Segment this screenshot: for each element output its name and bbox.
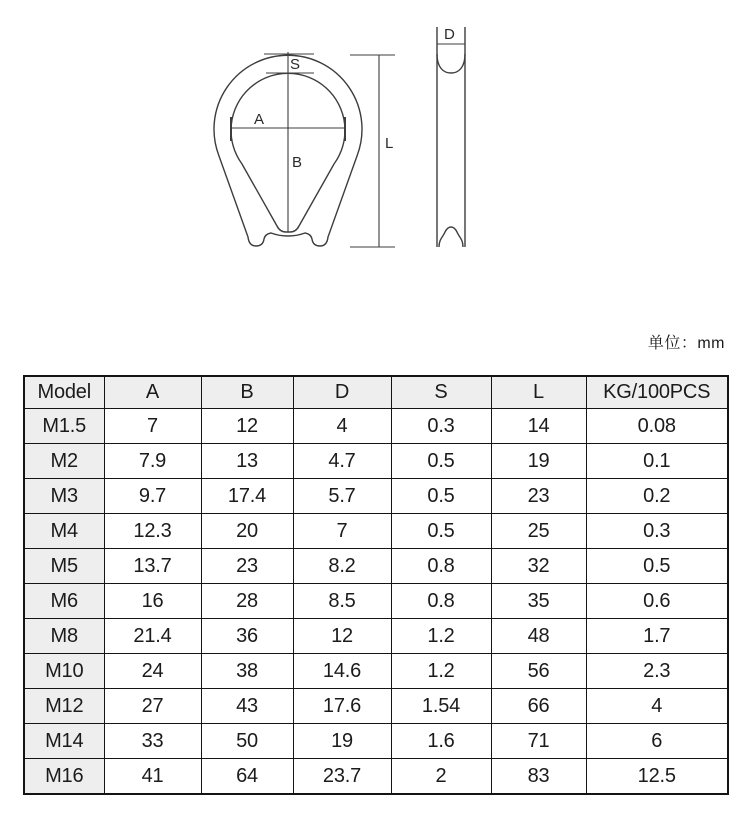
data-cell: 0.5: [391, 444, 491, 479]
data-cell: 66: [491, 689, 586, 724]
data-cell: 17.6: [293, 689, 391, 724]
table-row: [24, 724, 728, 759]
data-cell: 20: [201, 514, 293, 549]
data-cell: 9.7: [104, 479, 201, 514]
col-header-A: A: [104, 376, 201, 409]
row-model-cell: M1.5: [24, 409, 104, 444]
data-cell: 0.6: [586, 584, 728, 619]
data-cell: 1.54: [391, 689, 491, 724]
data-cell: 23: [201, 549, 293, 584]
data-cell: 17.4: [201, 479, 293, 514]
dim-label-B: B: [292, 154, 303, 171]
row-model-cell: M4: [24, 514, 104, 549]
row-model-cell: M12: [24, 689, 104, 724]
data-cell: 4: [293, 409, 391, 444]
data-cell: 28: [201, 584, 293, 619]
spec-table-body: [24, 409, 728, 795]
row-model-cell: M14: [24, 724, 104, 759]
dim-label-S: S: [290, 56, 301, 73]
data-cell: 83: [491, 759, 586, 795]
table-row: [24, 619, 728, 654]
table-row: [24, 409, 728, 444]
data-cell: 21.4: [104, 619, 201, 654]
data-cell: 0.5: [391, 479, 491, 514]
thimble-side-view: [437, 26, 465, 247]
data-cell: 14.6: [293, 654, 391, 689]
col-header-model: Model: [24, 376, 104, 409]
data-cell: 7.9: [104, 444, 201, 479]
table-row: [24, 654, 728, 689]
data-cell: 8.5: [293, 584, 391, 619]
col-header-B: B: [201, 376, 293, 409]
table-row: [24, 514, 728, 549]
data-cell: 2: [391, 759, 491, 795]
data-cell: 4.7: [293, 444, 391, 479]
data-cell: 0.1: [586, 444, 728, 479]
table-row: [24, 584, 728, 619]
data-cell: 6: [586, 724, 728, 759]
data-cell: 12: [201, 409, 293, 444]
data-cell: 71: [491, 724, 586, 759]
row-model-cell: M16: [24, 759, 104, 795]
data-cell: 64: [201, 759, 293, 795]
data-cell: 33: [104, 724, 201, 759]
row-model-cell: M8: [24, 619, 104, 654]
data-cell: 0.8: [391, 584, 491, 619]
col-header-D: D: [293, 376, 391, 409]
data-cell: 0.2: [586, 479, 728, 514]
data-cell: 1.7: [586, 619, 728, 654]
data-cell: 24: [104, 654, 201, 689]
data-cell: 8.2: [293, 549, 391, 584]
data-cell: 0.3: [586, 514, 728, 549]
row-model-cell: M5: [24, 549, 104, 584]
row-model-cell: M10: [24, 654, 104, 689]
data-cell: 56: [491, 654, 586, 689]
data-cell: 12.5: [586, 759, 728, 795]
data-cell: 4: [586, 689, 728, 724]
data-cell: 25: [491, 514, 586, 549]
col-header-kg: KG/100PCS: [586, 376, 728, 409]
table-row: [24, 444, 728, 479]
data-cell: 13.7: [104, 549, 201, 584]
table-row: [24, 549, 728, 584]
data-cell: 0.3: [391, 409, 491, 444]
data-cell: 0.5: [586, 549, 728, 584]
data-cell: 0.08: [586, 409, 728, 444]
data-cell: 36: [201, 619, 293, 654]
dim-label-L: L: [385, 135, 394, 152]
dim-label-A: A: [254, 111, 265, 128]
data-cell: 12.3: [104, 514, 201, 549]
row-model-cell: M6: [24, 584, 104, 619]
data-cell: 23: [491, 479, 586, 514]
side-top-groove-arc: [437, 54, 465, 73]
data-cell: 50: [201, 724, 293, 759]
dim-label-D: D: [444, 26, 455, 43]
data-cell: 27: [104, 689, 201, 724]
data-cell: 14: [491, 409, 586, 444]
data-cell: 7: [293, 514, 391, 549]
data-cell: 43: [201, 689, 293, 724]
thimble-technical-drawing: [0, 0, 747, 330]
data-cell: 23.7: [293, 759, 391, 795]
data-cell: 0.8: [391, 549, 491, 584]
front-view-dimensions: [231, 52, 395, 247]
data-cell: 13: [201, 444, 293, 479]
data-cell: 38: [201, 654, 293, 689]
data-cell: 41: [104, 759, 201, 795]
data-cell: 35: [491, 584, 586, 619]
data-cell: 16: [104, 584, 201, 619]
data-cell: 0.5: [391, 514, 491, 549]
col-header-S: S: [391, 376, 491, 409]
data-cell: 1.6: [391, 724, 491, 759]
data-cell: 7: [104, 409, 201, 444]
data-cell: 1.2: [391, 654, 491, 689]
table-row: [24, 689, 728, 724]
side-bottom-bump: [439, 227, 463, 247]
row-model-cell: M2: [24, 444, 104, 479]
data-cell: 1.2: [391, 619, 491, 654]
table-row: [24, 759, 728, 795]
data-cell: 32: [491, 549, 586, 584]
data-cell: 19: [293, 724, 391, 759]
data-cell: 5.7: [293, 479, 391, 514]
table-row: [24, 479, 728, 514]
data-cell: 12: [293, 619, 391, 654]
data-cell: 48: [491, 619, 586, 654]
data-cell: 2.3: [586, 654, 728, 689]
table-header-row: [24, 376, 728, 409]
row-model-cell: M3: [24, 479, 104, 514]
data-cell: 19: [491, 444, 586, 479]
spec-table: [23, 375, 729, 795]
col-header-L: L: [491, 376, 586, 409]
unit-note: 单位：mm: [647, 335, 725, 352]
